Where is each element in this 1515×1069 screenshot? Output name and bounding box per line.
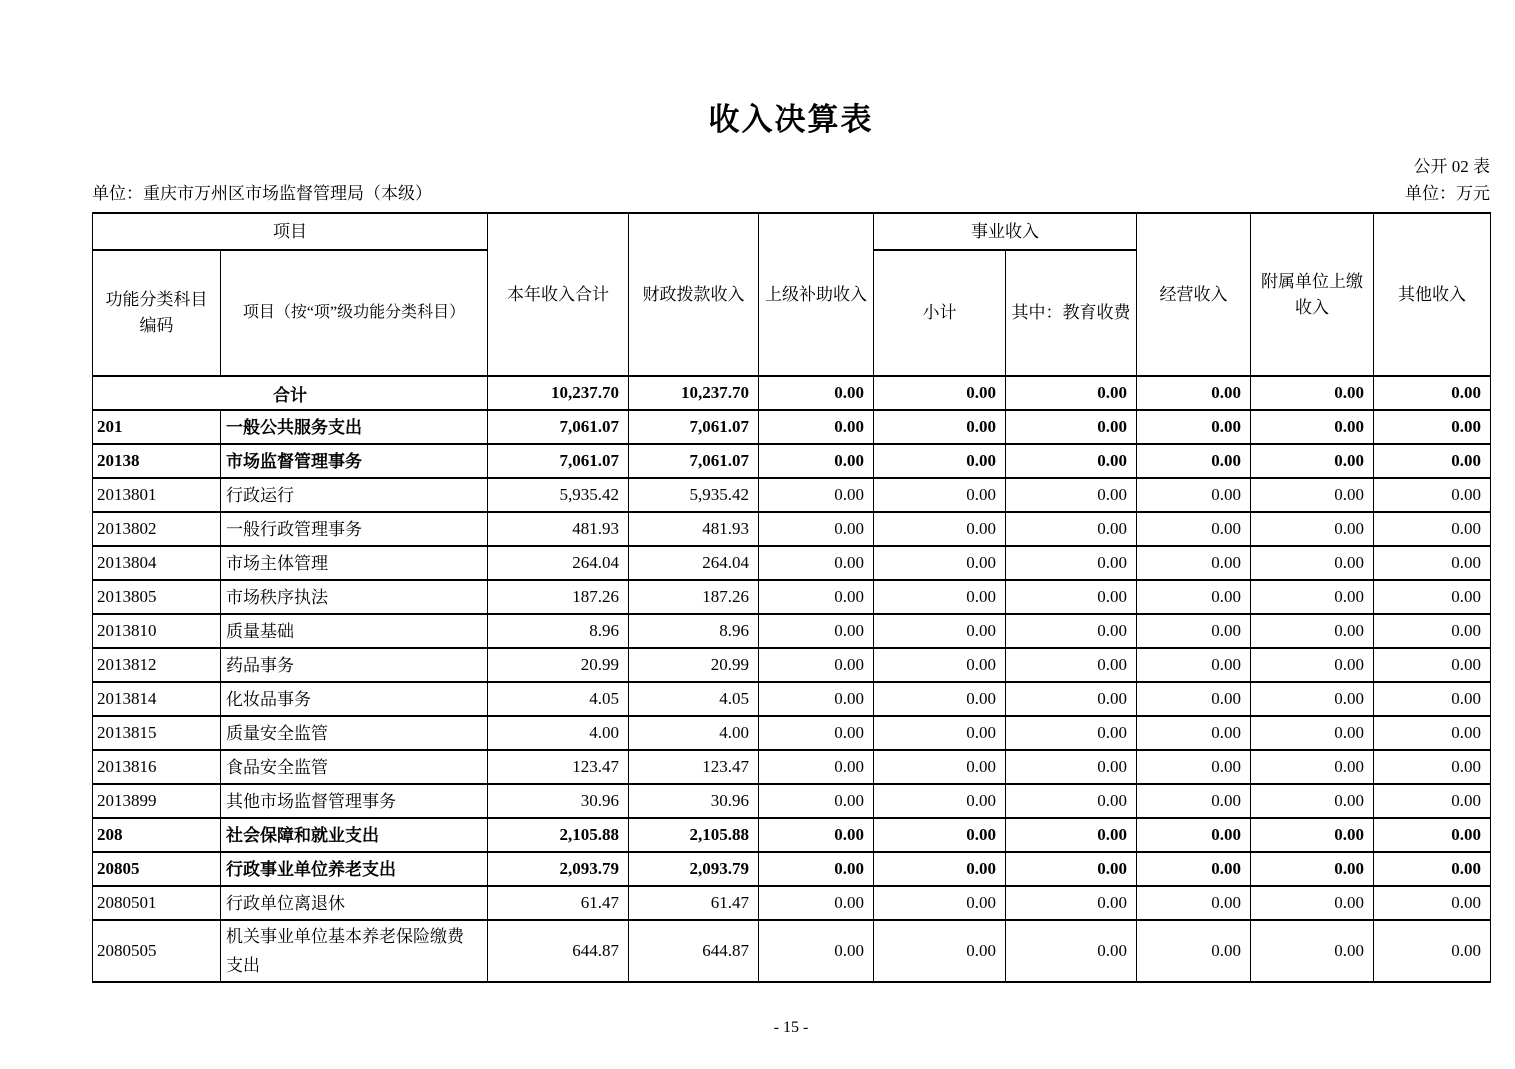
row-value: 0.00 [1006,648,1137,682]
row-value: 0.00 [759,852,874,886]
row-value: 187.26 [629,580,759,614]
row-value: 0.00 [759,614,874,648]
row-value: 0.00 [1137,818,1251,852]
document-page [92,0,1490,1037]
row-value: 0.00 [1374,444,1491,478]
row-item: 一般行政管理事务 [221,512,488,546]
row-value: 0.00 [1374,750,1491,784]
row-value: 0.00 [874,444,1006,478]
row-value: 0.00 [1374,886,1491,920]
row-value: 0.00 [874,818,1006,852]
row-value: 644.87 [488,920,629,982]
row-value: 0.00 [1374,410,1491,444]
row-value: 0.00 [759,512,874,546]
row-value: 0.00 [1251,614,1374,648]
row-value: 0.00 [874,410,1006,444]
row-code: 201 [93,410,221,444]
row-item: 一般公共服务支出 [221,410,488,444]
header-subtotal: 小计 [874,250,1006,376]
row-value: 0.00 [1251,852,1374,886]
row-item: 行政事业单位养老支出 [221,852,488,886]
row-value: 644.87 [629,920,759,982]
row-value: 2,093.79 [629,852,759,886]
row-value: 0.00 [1006,478,1137,512]
table-row [93,920,1491,982]
row-value: 5,935.42 [629,478,759,512]
header-affiliated-unit: 附属单位上缴 收入 [1251,213,1374,376]
header-project-group: 项目 [93,213,488,250]
row-value: 0.00 [874,478,1006,512]
row-value: 4.00 [488,716,629,750]
row-value: 0.00 [1006,546,1137,580]
row-value: 123.47 [629,750,759,784]
table-row [93,852,1491,886]
header-education-fee: 其中：教育收费 [1006,250,1137,376]
row-value: 0.00 [759,750,874,784]
doc-label: 公开 02 表 [1413,157,1490,176]
row-value: 0.00 [759,648,874,682]
row-value: 0.00 [1137,410,1251,444]
row-code: 2013810 [93,614,221,648]
table-row [93,512,1491,546]
table-row [93,546,1491,580]
row-value: 2,105.88 [488,818,629,852]
row-value: 0.00 [1137,546,1251,580]
table-row [93,818,1491,852]
row-value: 8.96 [488,614,629,648]
row-value: 0.00 [1251,546,1374,580]
row-value: 0.00 [1137,784,1251,818]
row-value: 0.00 [1374,376,1491,410]
row-value: 0.00 [759,478,874,512]
row-value: 0.00 [1006,376,1137,410]
row-value: 0.00 [1006,580,1137,614]
row-value: 0.00 [874,784,1006,818]
header-operating-income: 经营收入 [1137,213,1251,376]
row-value: 0.00 [1374,648,1491,682]
row-value: 123.47 [488,750,629,784]
row-value: 0.00 [1137,512,1251,546]
row-value: 0.00 [1374,682,1491,716]
row-value: 0.00 [759,580,874,614]
row-value: 0.00 [1006,512,1137,546]
unit-right: 单位：万元 [1405,184,1490,203]
row-code: 2080505 [93,920,221,982]
row-value: 61.47 [629,886,759,920]
header-annual-total: 本年收入合计 [488,213,629,376]
row-value: 0.00 [874,852,1006,886]
row-item: 机关事业单位基本养老保险缴费支出 [221,920,488,982]
row-value: 0.00 [759,886,874,920]
row-value: 0.00 [1251,648,1374,682]
row-code: 2013802 [93,512,221,546]
row-value: 0.00 [874,648,1006,682]
row-value: 0.00 [759,920,874,982]
row-value: 0.00 [1374,512,1491,546]
row-code: 20138 [93,444,221,478]
row-value: 0.00 [1374,478,1491,512]
table-row [93,444,1491,478]
row-value: 0.00 [1374,818,1491,852]
page-title: 收入决算表 [708,102,874,137]
row-value: 0.00 [1006,852,1137,886]
row-value: 2,093.79 [488,852,629,886]
row-value: 0.00 [874,920,1006,982]
row-value: 0.00 [1251,750,1374,784]
row-value: 0.00 [1137,648,1251,682]
row-value: 0.00 [1251,512,1374,546]
table-row [93,784,1491,818]
table-row [93,648,1491,682]
row-item: 行政单位离退休 [221,886,488,920]
row-value: 264.04 [488,546,629,580]
row-value: 0.00 [1374,614,1491,648]
row-value: 0.00 [1137,716,1251,750]
row-value: 0.00 [1006,750,1137,784]
row-value: 0.00 [874,512,1006,546]
row-value: 0.00 [1251,818,1374,852]
row-value: 0.00 [1137,444,1251,478]
row-value: 0.00 [1006,614,1137,648]
row-item: 质量基础 [221,614,488,648]
row-code: 2080501 [93,886,221,920]
row-value: 0.00 [874,716,1006,750]
row-value: 0.00 [1137,682,1251,716]
row-value: 20.99 [629,648,759,682]
row-value: 0.00 [1137,478,1251,512]
row-value: 0.00 [874,886,1006,920]
row-value: 0.00 [874,580,1006,614]
row-value: 0.00 [1374,580,1491,614]
unit-left: 单位：重庆市万州区市场监督管理局（本级） [92,184,432,203]
row-value: 0.00 [1251,886,1374,920]
header-fiscal-allocation: 财政拨款收入 [629,213,759,376]
row-value: 0.00 [1374,546,1491,580]
row-value: 0.00 [1137,580,1251,614]
row-item: 药品事务 [221,648,488,682]
row-item: 质量安全监管 [221,716,488,750]
row-value: 0.00 [1251,410,1374,444]
row-value: 0.00 [759,784,874,818]
unit-row [92,183,1490,205]
row-code: 2013805 [93,580,221,614]
row-value: 481.93 [488,512,629,546]
row-value: 0.00 [759,682,874,716]
row-item: 市场监督管理事务 [221,444,488,478]
row-item: 化妆品事务 [221,682,488,716]
row-value: 0.00 [1006,444,1137,478]
row-value: 7,061.07 [488,444,629,478]
row-value: 30.96 [488,784,629,818]
row-value: 4.00 [629,716,759,750]
row-code: 2013815 [93,716,221,750]
row-value: 0.00 [1006,410,1137,444]
row-value: 61.47 [488,886,629,920]
row-item: 其他市场监督管理事务 [221,784,488,818]
row-item: 行政运行 [221,478,488,512]
row-value: 0.00 [1374,716,1491,750]
row-value: 0.00 [1251,478,1374,512]
row-value: 0.00 [759,546,874,580]
row-value: 30.96 [629,784,759,818]
row-value: 0.00 [1006,784,1137,818]
row-value: 0.00 [874,546,1006,580]
row-code: 2013814 [93,682,221,716]
table-body [93,376,1491,982]
row-value: 0.00 [759,410,874,444]
table-row [93,478,1491,512]
row-value: 0.00 [1251,716,1374,750]
table-row [93,886,1491,920]
row-value: 7,061.07 [629,410,759,444]
row-item: 社会保障和就业支出 [221,818,488,852]
row-value: 0.00 [759,716,874,750]
row-total-label: 合计 [93,376,488,410]
row-value: 0.00 [1251,920,1374,982]
row-value: 0.00 [1374,852,1491,886]
row-item: 食品安全监管 [221,750,488,784]
page-number: - 15 - [773,1019,809,1036]
row-code: 2013899 [93,784,221,818]
row-code: 208 [93,818,221,852]
table-header [93,213,1491,376]
table-row [93,682,1491,716]
row-value: 20.99 [488,648,629,682]
header-superior-subsidy: 上级补助收入 [759,213,874,376]
row-value: 0.00 [874,614,1006,648]
row-code: 20805 [93,852,221,886]
row-value: 264.04 [629,546,759,580]
row-value: 0.00 [1137,614,1251,648]
row-value: 0.00 [874,750,1006,784]
header-other-income: 其他收入 [1374,213,1491,376]
row-value: 0.00 [1251,580,1374,614]
row-value: 0.00 [1006,716,1137,750]
row-value: 2,105.88 [629,818,759,852]
row-value: 187.26 [488,580,629,614]
table-row [93,716,1491,750]
table-row [93,614,1491,648]
row-value: 0.00 [1006,920,1137,982]
row-value: 0.00 [874,376,1006,410]
row-item: 市场主体管理 [221,546,488,580]
row-value: 5,935.42 [488,478,629,512]
header-row-groups [93,213,1491,250]
row-value: 10,237.70 [629,376,759,410]
row-value: 0.00 [1251,784,1374,818]
row-code: 2013804 [93,546,221,580]
row-value: 0.00 [1006,886,1137,920]
row-value: 0.00 [1137,750,1251,784]
header-item: 项目（按“项”级功能分类科目） [221,250,488,376]
header-code: 功能分类科目 编码 [93,250,221,376]
row-value: 0.00 [1251,376,1374,410]
row-value: 0.00 [1374,784,1491,818]
header-business-income-group: 事业收入 [874,213,1137,250]
table-row [93,410,1491,444]
row-value: 0.00 [1251,682,1374,716]
row-value: 0.00 [759,818,874,852]
row-value: 0.00 [1251,444,1374,478]
row-code: 2013816 [93,750,221,784]
revenue-table [92,212,1491,983]
row-code: 2013801 [93,478,221,512]
row-value: 0.00 [1137,920,1251,982]
row-value: 0.00 [759,444,874,478]
row-value: 8.96 [629,614,759,648]
row-value: 0.00 [1006,682,1137,716]
row-value: 481.93 [629,512,759,546]
row-value: 0.00 [1137,886,1251,920]
row-value: 7,061.07 [629,444,759,478]
table-row [93,580,1491,614]
row-value: 0.00 [874,682,1006,716]
row-value: 0.00 [759,376,874,410]
table-row [93,376,1491,410]
row-value: 0.00 [1137,852,1251,886]
row-value: 10,237.70 [488,376,629,410]
row-value: 7,061.07 [488,410,629,444]
table-row [93,750,1491,784]
row-code: 2013812 [93,648,221,682]
row-item: 市场秩序执法 [221,580,488,614]
row-value: 0.00 [1137,376,1251,410]
row-value: 4.05 [629,682,759,716]
row-value: 4.05 [488,682,629,716]
row-value: 0.00 [1006,818,1137,852]
row-value: 0.00 [1374,920,1491,982]
